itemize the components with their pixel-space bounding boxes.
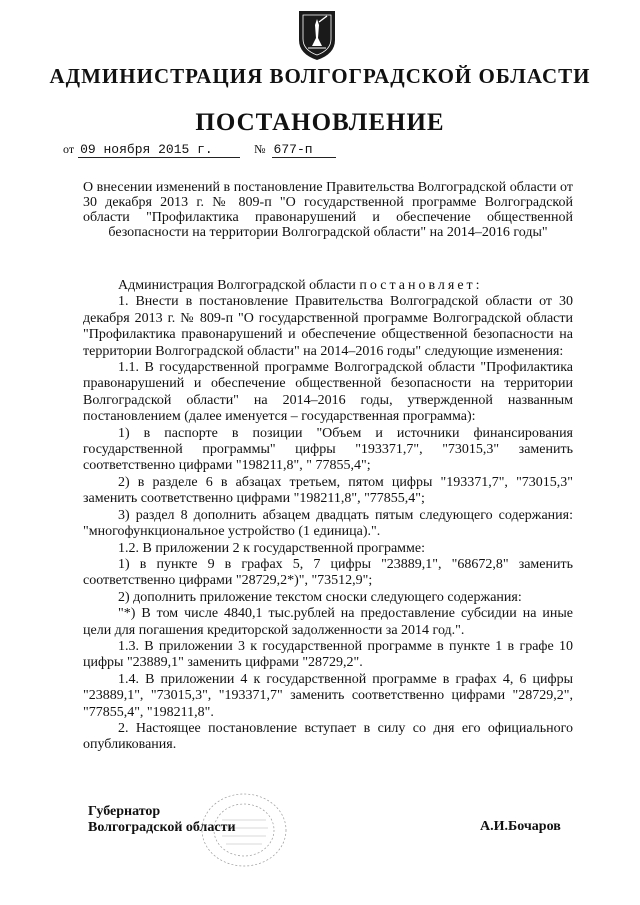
body-paragraph: 1.2. В приложении 2 к государственной программе: [118,540,425,556]
signatory-name: А.И.Бочаров [480,819,561,834]
organization-title: АДМИНИСТРАЦИЯ ВОЛГОГРАДСКОЙ ОБЛАСТИ [49,64,591,88]
body-paragraph: 2. Настоящее постановление вступает в силу со дня его официального опубликования. [83,720,573,753]
document-body [83,278,573,754]
document-number: 677-п [272,142,336,158]
volgograd-coat-of-arms-icon [296,8,338,62]
date-number-line [63,142,336,158]
body-paragraph: 1.1. В государственной программе Волгоградской области "Профилактика правонарушений и обеспечение общественной безопасности на территории Волгоградской области" на 2014–2016 годы, утвержденной названным постановлением (далее именуется – государственная программа): [83,360,573,425]
signatory-position [88,804,236,836]
intro-paragraph [83,278,573,294]
body-paragraph: 2) дополнить приложение текстом сноски следующего содержания: [118,589,522,605]
document-type-title: ПОСТАНОВЛЕНИЕ [195,109,445,136]
body-paragraph: "*) В том числе 4840,1 тыс.рублей на предоставление субсидии на иные цели для погашения кредиторской задолженности за 2014 год.". [83,606,573,638]
body-paragraph: 1.3. В приложении 3 к государственной программе в пункте 1 в графе 10 цифры "23889,1" заменить цифрами "28729,2". [83,638,573,671]
intro-verb: постановляет: [359,278,483,293]
intro-prefix: Администрация Волгоградской области [118,278,356,293]
body-paragraph: 2) в разделе 6 в абзацах третьем, пятом цифры "193371,7", "73015,3" заменить соответственно цифрами "198211,8", "77855,4"; [83,474,573,507]
signatory-position-line2: Волгоградской области [88,820,236,835]
body-paragraph: 1) в паспорте в позиции "Объем и источники финансирования государственной программы" цифры "193371,7", "73015,3" заменить соответственно цифрами "198211,8", " 77855,4"; [83,425,573,474]
body-paragraph: 3) раздел 8 дополнить абзацем двадцать пятым следующего содержания: "многофункциональное устройство (1 единица).". [83,507,573,540]
body-paragraph: 1. Внести в постановление Правительства Волгоградской области от 30 декабря 2013 г. № 809-п "О государственной программе Волгоградской области "Профилактика правонарушений и обеспечение общественной безопасности на территории Волгоградской области" на 2014–2016 годы" следующие изменения: [83,294,573,359]
date-label: от [63,142,75,156]
body-paragraph: 1) в пункте 9 в графах 5, 7 цифры "23889,1", "68672,8" заменить соответственно цифрами "28729,2*)", "73512,9"; [83,556,573,589]
document-subject: О внесении изменений в постановление Правительства Волгоградской области от 30 декабря 2013 г. № 809-п "О государственной программе Волгоградской области "Профилактика правонарушений и обеспечение общественной безопасности на территории Волгоградской области" на 2014–2016 годы" [83,180,573,240]
signatory-position-line1: Губернатор [88,804,161,819]
number-label: № [254,142,266,156]
document-date: 09 ноября 2015 г. [78,142,240,158]
body-paragraph: 1.4. В приложении 4 к государственной программе в графах 4, 6 цифры "23889,1", "73015,3", "193371,7" заменить соответственно цифрами "28729,2", "77855,4", "198211,8". [83,671,573,720]
